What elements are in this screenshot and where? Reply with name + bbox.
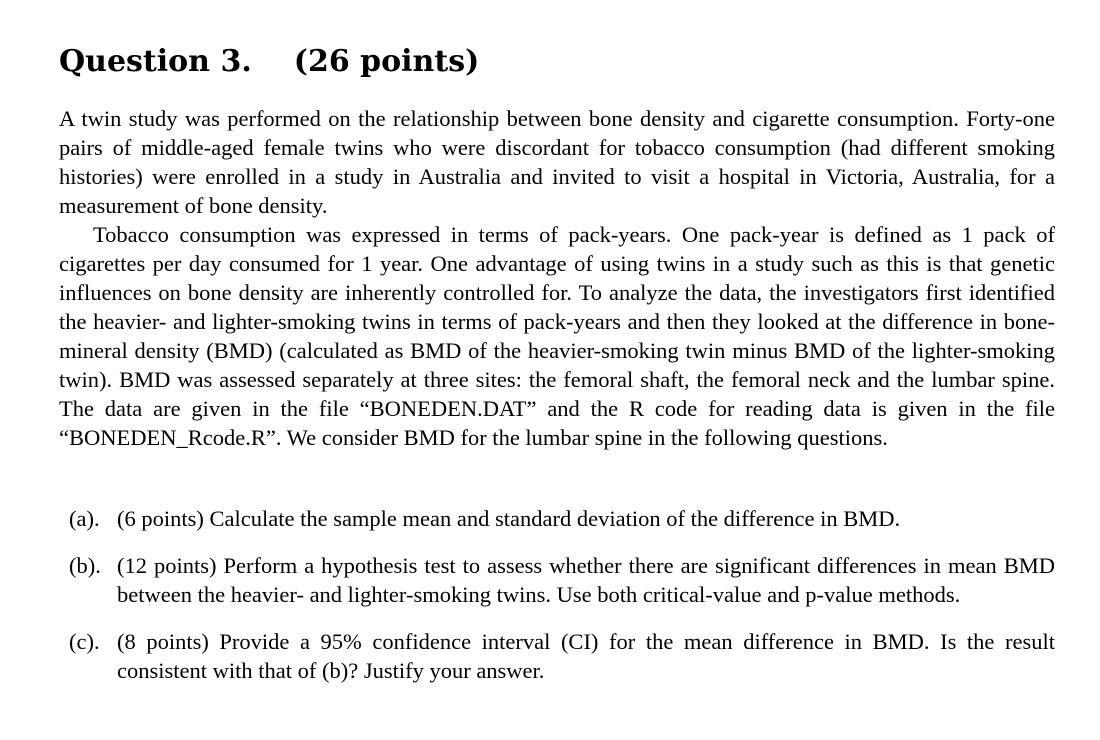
question-parts-list xyxy=(59,504,1055,703)
question-heading xyxy=(59,40,479,84)
question-number: Question 3. xyxy=(59,44,252,79)
question-part-b xyxy=(59,551,1055,609)
part-b-label: (b). xyxy=(69,553,101,578)
part-c-label: (c). xyxy=(69,629,100,654)
question-part-a xyxy=(59,504,1055,533)
question-part-c xyxy=(59,627,1055,685)
problem-description xyxy=(59,104,1055,452)
intro-paragraph: A twin study was performed on the relationship between bone density and cigarette consumption. Forty-one pairs of middle-aged female twins who were discordant for tobacco consumption (had different smoking histories) were enrolled in a study in Australia and invited to visit a hospital in Victoria, Australia, for a measurement of bone density. xyxy=(59,106,1055,218)
question-points: (26 points) xyxy=(293,44,480,79)
methods-paragraph: Tobacco consumption was expressed in terms of pack-years. One pack-year is defined as 1 pack of cigarettes per day consumed for 1 year. One advantage of using twins in a study such as this is that genetic influences on bone density are inherently controlled for. To analyze the data, the investigators first identified the heavier- and lighter-smoking twins in terms of pack-years and then they looked at the difference in bone-mineral density (BMD) (calculated as BMD of the heavier-smoking twin minus BMD of the lighter-smoking twin). BMD was assessed separately at three sites: the femoral shaft, the femoral neck and the lumbar spine. The data are given in the file “BONEDEN.DAT” and the R code for reading data is given in the file “BONEDEN_Rcode.R”. We consider BMD for the lumbar spine in the following questions. xyxy=(59,222,1055,450)
part-a-label: (a). xyxy=(69,506,100,531)
part-b-text: (12 points) Perform a hypothesis test to assess whether there are significant differences in mean BMD between the heavier- and lighter-smoking twins. Use both critical-value and p-value methods. xyxy=(117,553,1055,607)
part-c-text: (8 points) Provide a 95% confidence interval (CI) for the mean difference in BMD. Is the result consistent with that of (b)? Justify your answer. xyxy=(117,629,1055,683)
part-a-text: (6 points) Calculate the sample mean and standard deviation of the difference in BMD. xyxy=(117,506,901,531)
